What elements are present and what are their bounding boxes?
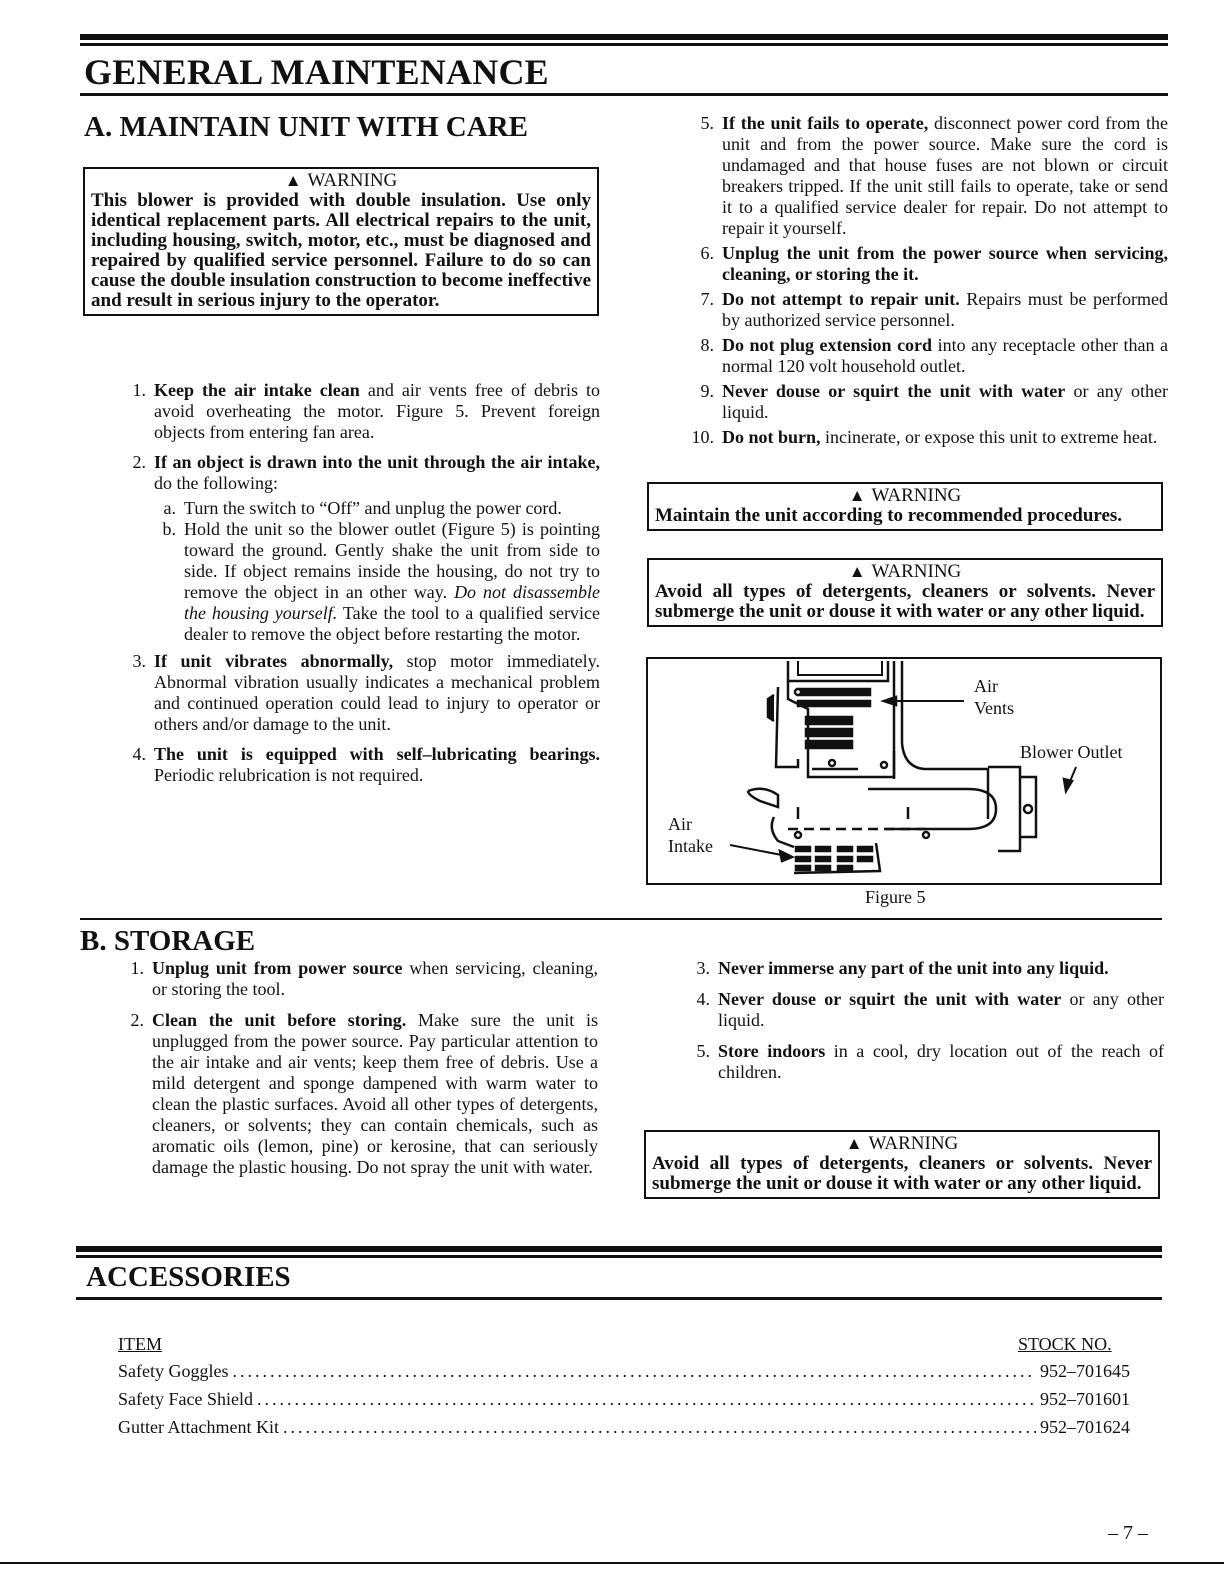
list-item [680,113,1168,239]
warning-box-double-insulation [83,167,599,316]
item-text: and air vents free of debris to avoid overheating the motor. Figure 5. Prevent foreign objects from entering fan area. [154,380,601,442]
accessory-name: Safety Face Shield [118,1389,253,1409]
warning-label: WARNING [871,485,962,506]
list-item [110,958,598,1000]
list-item [680,427,1168,448]
accessories-title: ACCESSORIES [86,1261,291,1293]
sub-item-text: Hold the unit so the blower outlet (Figure 5) is pointing toward the ground. Gently shake the unit from side to side. If object remains inside the housing, do not try to remove the object in an other way. [184,519,600,602]
sub-item-text: Turn the switch to “Off” and unplug the power cord. [184,498,562,518]
item-number: 5. [696,1041,710,1061]
warning-label: WARNING [307,170,398,191]
accessory-row [118,1416,1130,1438]
list-item [112,651,600,735]
page-number: – 7 – [1108,1522,1148,1544]
bottom-rule [0,1562,1224,1564]
sub-item-text2: Take the tool to a qualified service dealer to remove the object before restarting the motor. [184,603,600,644]
section-a-title: A. MAINTAIN UNIT WITH CARE [84,111,528,143]
item-text: disconnect power cord from the unit and from the power source. Make sure the cord is undamaged and that house fuses are not blown or circuit breakers tripped. If the unit still fails to operate, take or send it to a qualified service dealer for repair. Do not attempt to repair it yourself. [722,113,1168,238]
page-title: GENERAL MAINTENANCE [84,52,549,92]
list-item [112,452,600,494]
accessories-top-rule [76,1246,1162,1252]
label-air-intake-2: Intake [668,836,713,856]
item-text: do the following: [154,473,278,493]
item-text: when servicing, cleaning, or storing the tool. [152,958,599,999]
warning-text: This blower is provided with double insulation. Use only identical replacement parts. All electrical repairs to the unit, including housing, switch, motor, etc., must be diagnosed and repaired by qualified service personnel. Failure to do so can cause the double insulation construction to become ineffective and result in serious injury to the operator. [91,190,591,311]
accessories-header-item: ITEM [118,1334,162,1354]
section-a-left-list [112,380,600,795]
accessory-row [118,1360,1130,1382]
list-item [110,1010,598,1178]
item-text: into any receptacle other than a normal 120 volt household outlet. [722,335,1169,376]
item-bold: Unplug the unit from the power source when servicing, cleaning, or storing the it. [722,243,1168,284]
item-bold: Keep the air intake clean [154,380,360,400]
list-item [680,289,1168,331]
label-blower-outlet: Blower Outlet [1020,742,1123,762]
item-number: 2. [130,1010,144,1030]
dot-leader [283,1416,1036,1438]
accessories-header-stock: STOCK NO. [1018,1334,1112,1354]
accessory-name: Safety Goggles [118,1361,229,1381]
item-number: 8. [700,335,714,355]
accessory-stock: 952–701601 [1040,1389,1130,1409]
item-text: or any other liquid. [718,989,1164,1030]
item-number: 1. [130,958,144,978]
item-bold: Never douse or squirt the unit with water [722,381,1066,401]
accessory-row [118,1388,1130,1410]
sub-list-item [154,519,600,645]
warning-label: WARNING [868,1133,959,1154]
item-number: 3. [132,651,146,671]
item-number: 9. [700,381,714,401]
sub-list-item [154,498,600,519]
item-bold: Never douse or squirt the unit with water [718,989,1062,1009]
section-b-title: B. STORAGE [80,925,256,957]
warning-box-storage [644,1130,1160,1199]
item-text: Periodic relubrication is not required. [154,765,424,785]
item-bold: Store indoors [718,1041,826,1061]
item-number: 10. [691,427,714,447]
item-number: 1. [132,380,146,400]
item-bold: Do not plug extension cord [722,335,933,355]
figure-caption: Figure 5 [865,887,926,907]
accessory-stock: 952–701645 [1040,1361,1130,1381]
item-bold: If an object is drawn into the unit through the air intake, [154,452,600,472]
warning-heading [655,562,1155,582]
warning-triangle-icon: ▲ [848,562,866,581]
warning-text: Maintain the unit according to recommended procedures. [655,505,1123,526]
list-item [680,381,1168,423]
item-number: 2. [132,452,146,472]
warning-label: WARNING [871,561,962,582]
accessories-underline [76,1297,1162,1300]
sub-item-italic: Do not disassemble the housing yourself. [184,582,601,623]
list-item [676,958,1164,979]
item-bold: If the unit fails to operate, [722,113,929,133]
item-number: 4. [132,744,146,764]
accessory-stock: 952–701624 [1040,1417,1130,1437]
list-item [680,243,1168,285]
warning-box-detergents [647,558,1163,627]
item-text: in a cool, dry location out of the reach of children. [718,1041,1164,1082]
accessory-name: Gutter Attachment Kit [118,1417,279,1437]
item-bold: If unit vibrates abnormally, [154,651,394,671]
list-item [676,1041,1164,1083]
item-number: 5. [700,113,714,133]
list-item [680,335,1168,377]
warning-triangle-icon: ▲ [845,1134,863,1153]
dot-leader [232,1360,1036,1382]
item-bold: Clean the unit before storing. [152,1010,407,1030]
top-rule [80,34,1168,40]
label-air-vents-2: Vents [974,698,1014,718]
warning-heading [652,1134,1152,1154]
title-underline [80,93,1168,96]
section-b-left-list [110,958,598,1187]
figure-5-frame [646,657,1162,885]
item-text: Repairs must be performed by authorized service personnel. [722,289,1168,330]
item-number: 7. [700,289,714,309]
list-item [112,744,600,786]
item-number: 4. [696,989,710,1009]
sub-item-letter: b. [162,519,176,539]
list-item [676,989,1164,1031]
dot-leader [257,1388,1036,1410]
warning-text: Avoid all types of detergents, cleaners or solvents. Never submerge the unit or douse it with water or any other liquid. [655,581,1155,622]
item-text: Make sure the unit is unplugged from the power source. Pay particular attention to the air intake and air vents; keep them free of debris. Use a mild detergent and sponge dampened with warm water to clean the plastic surfaces. Avoid all other types of detergents, cleaners, or solvents; they can contain chemicals, such as aromatic oils (lemon, pine) or kerosine, that can seriously damage the plastic housing. Do not spray the unit with water. [152,1010,598,1177]
warning-triangle-icon: ▲ [284,171,302,190]
warning-triangle-icon: ▲ [848,486,866,505]
label-air-vents-1: Air [974,676,998,696]
warning-heading [91,171,591,191]
item-text: or any other liquid. [722,381,1168,422]
top-rule-thin [80,43,1168,46]
item-text: stop motor immediately. Abnormal vibration usually indicates a mechanical problem and continued operation could lead to injury to operator or others and/or damage to the unit. [154,651,600,734]
item-number: 6. [700,243,714,263]
warning-box-procedures [647,482,1163,531]
section-b-right-list [676,958,1164,1092]
item-bold: Never immerse any part of the unit into any liquid. [718,958,1109,978]
warning-text: Avoid all types of detergents, cleaners or solvents. Never submerge the unit or douse it with water or any other liquid. [652,1153,1152,1194]
warning-heading [655,486,1155,506]
item-bold: The unit is equipped with self–lubricating bearings. [154,744,600,764]
label-air-intake-1: Air [668,814,692,834]
item-bold: Do not attempt to repair unit. [722,289,960,309]
section-divider [80,918,1162,920]
item-bold: Unplug unit from power source [152,958,403,978]
accessories-top-rule-thin [76,1255,1162,1258]
sub-item-letter: a. [163,498,176,518]
item-bold: Do not burn, [722,427,821,447]
blower-diagram [648,659,1160,883]
item-text: incinerate, or expose this unit to extreme heat. [820,427,1158,447]
item-number: 3. [696,958,710,978]
list-item [112,380,600,443]
section-a-right-list [680,113,1168,452]
